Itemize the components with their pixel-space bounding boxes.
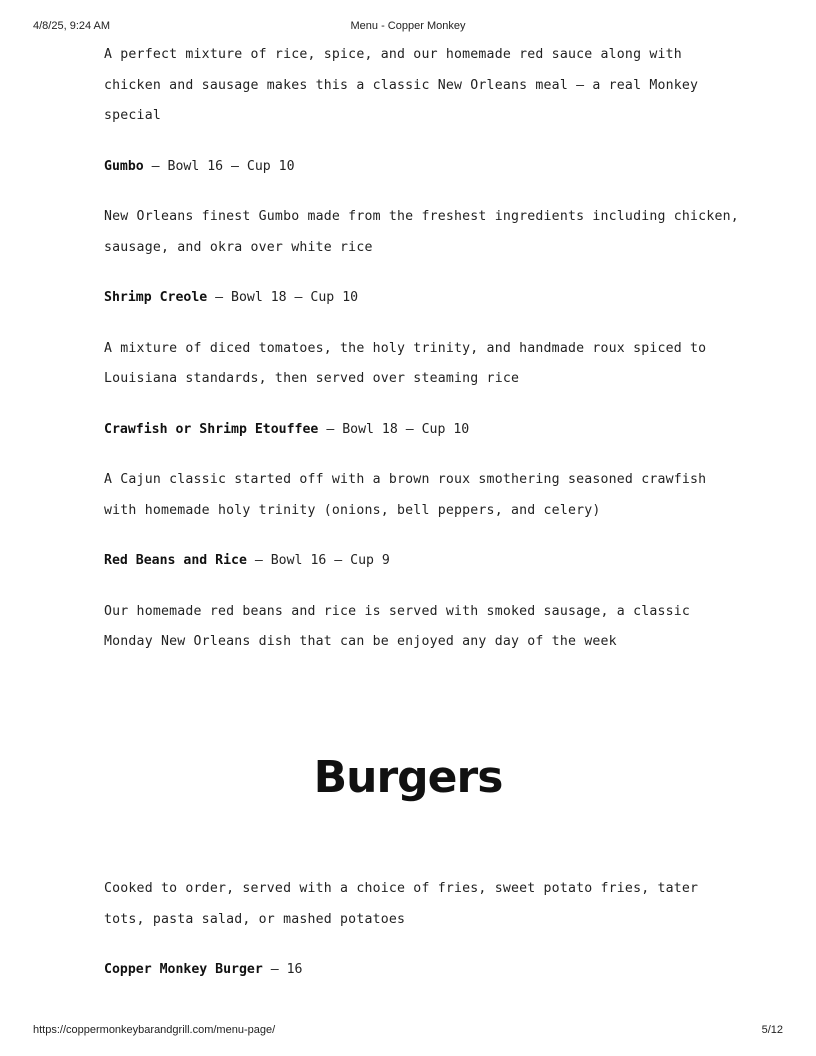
item-name: Crawfish or Shrimp Etouffee (104, 421, 319, 437)
item-price: – Bowl 16 – Cup 10 (143, 158, 295, 174)
item-name: Red Beans and Rice (104, 553, 247, 568)
menu-item-shrimp-creole (104, 283, 744, 314)
item-name: Copper Monkey Burger (104, 962, 263, 977)
item-name: Shrimp Creole (104, 290, 208, 305)
print-page-title: Menu - Copper Monkey (350, 20, 466, 32)
print-header (0, 20, 816, 34)
menu-content (104, 40, 744, 658)
section-title-burgers: Burgers (313, 752, 503, 803)
section-description: Cooked to order, served with a choice of fries, sweet potato fries, tater tots, pasta salad, or mashed potatoes (104, 881, 699, 927)
print-url: https://coppermonkeybarandgrill.com/menu-page/ (33, 1024, 276, 1036)
menu-item-copper-monkey-burger (104, 955, 744, 986)
item-price: – Bowl 18 – Cup 10 (318, 421, 470, 437)
item-name: Gumbo (104, 158, 144, 174)
menu-item-gumbo (104, 152, 744, 183)
item-description: A perfect mixture of rice, spice, and our homemade red sauce along with chicken and sausage makes this a classic New Orleans meal – a real Monkey special (104, 47, 699, 123)
item-description: New Orleans finest Gumbo made from the freshest ingredients including chicken, sausage, and okra over white rice (104, 209, 739, 255)
item-price: – 16 (262, 962, 303, 977)
print-footer (0, 1024, 816, 1038)
menu-item-etouffee (104, 415, 744, 446)
burgers-section (104, 874, 744, 986)
page-number: 5/12 (761, 1024, 783, 1036)
menu-item-red-beans (104, 546, 744, 577)
item-description: A Cajun classic started off with a brown roux smothering seasoned crawfish with homemade holy trinity (onions, bell peppers, and celery) (104, 472, 707, 518)
item-description: A mixture of diced tomatoes, the holy trinity, and handmade roux spiced to Louisiana standards, then served over steaming rice (104, 340, 707, 386)
item-price: – Bowl 16 – Cup 9 (246, 553, 390, 568)
item-description: Our homemade red beans and rice is served with smoked sausage, a classic Monday New Orleans dish that can be enjoyed any day of the week (104, 603, 691, 649)
print-datetime: 4/8/25, 9:24 AM (33, 20, 111, 32)
item-price: – Bowl 18 – Cup 10 (207, 290, 359, 305)
